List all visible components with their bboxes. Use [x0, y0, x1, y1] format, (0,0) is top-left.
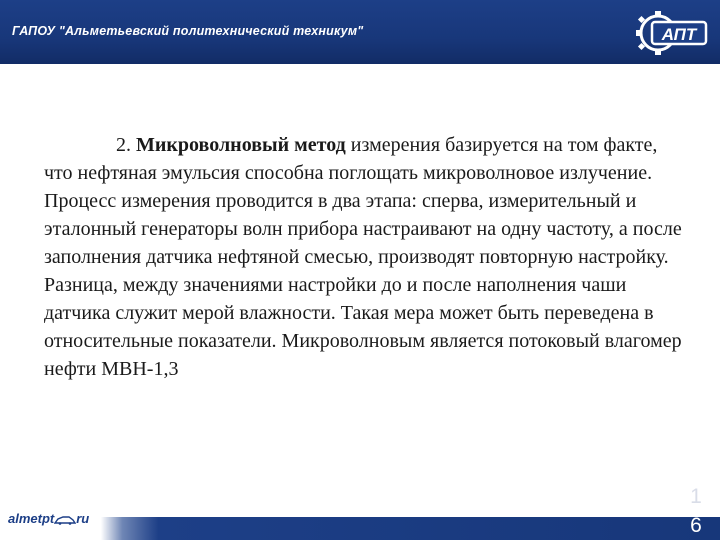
header-bar: [0, 0, 720, 64]
car-icon: [54, 515, 76, 525]
body-paragraph: [44, 131, 684, 383]
logo-lettering: АПТ: [661, 25, 697, 44]
footer-bar: [0, 517, 720, 540]
item-number: 2.: [116, 134, 131, 156]
page-digit-1: 1: [690, 485, 702, 508]
page-digit-2: 6: [690, 514, 702, 537]
site-name-left: almetpt: [8, 511, 55, 526]
site-link[interactable]: [8, 511, 89, 526]
page-number: [686, 482, 706, 540]
term-bold: Микроволновый метод: [136, 134, 346, 156]
paragraph-text: измерения базируется на том факте, что нефтяная эмульсия способна поглощать микроволновое излучение. Процесс измерения проводится в два этапа: сперва, измерительный и эталонный генераторы волн прибора настраивают на одну частоту, а после заполнения датчика нефтяной смесью, производят повторную настройку. Разница, между значениями настройки до и после наполнения чаши датчика служит мерой влажности. Такая мера может быть переведена в относительные показатели. Микроволновым является потоковый влагомер нефти МВН-1,3: [44, 134, 682, 380]
institution-title: ГАПОУ "Альметьевский политехнический техникум": [12, 24, 364, 38]
site-name-right: ru: [76, 511, 90, 526]
apt-logo-icon: [622, 8, 712, 58]
